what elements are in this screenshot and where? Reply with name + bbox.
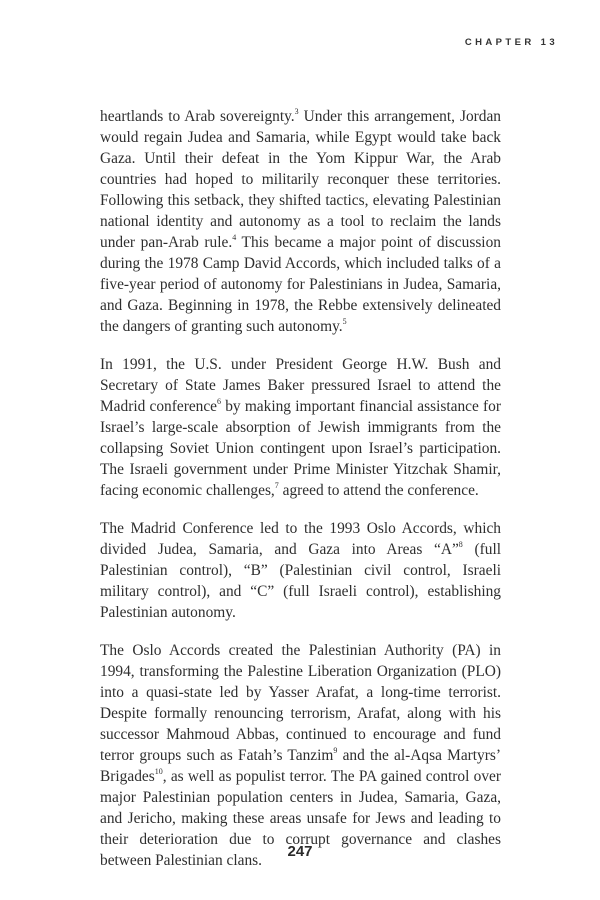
page-number: 247: [287, 843, 313, 860]
text-segment: heartlands to Arab sovereignty.: [100, 108, 295, 125]
paragraph-4: [100, 640, 501, 871]
footnote-ref-4[interactable]: 4: [232, 232, 237, 242]
paragraph-3: [100, 518, 501, 623]
text-segment: and the al-Aqsa Martyrs’ Brigades: [100, 747, 501, 785]
text-segment: In 1991, the U.S. under President George H.W. Bush and Secretary of State James Baker pressured Israel to attend the Madrid conference: [100, 356, 501, 415]
paragraph-2: [100, 354, 501, 501]
paragraph-1: [100, 106, 501, 337]
footnote-ref-5[interactable]: 5: [342, 316, 347, 326]
text-segment: The Madrid Conference led to the 1993 Oslo Accords, which divided Judea, Samaria, and Gaza into Areas “A”: [100, 520, 501, 558]
text-segment: (full Palestinian control), “B” (Palestinian civil control, Israeli military control), and “C” (full Israeli control), establishing Palestinian autonomy.: [100, 541, 501, 621]
text-segment: The Oslo Accords created the Palestinian Authority (PA) in 1994, transforming the Palestine Liberation Organization (PLO) into a quasi-state led by Yasser Arafat, a long-time terrorist. Despite formally renouncing terrorism, Arafat, along with his successor Mahmoud Abbas, continued to encourage and fund terror groups such as Fatah’s Tanzim: [100, 642, 501, 764]
text-segment: Under this arrangement, Jordan would regain Judea and Samaria, while Egypt would take back Gaza. Until their defeat in the Yom Kippur War, the Arab countries had hoped to militarily reconquer these territories. Following this setback, they shifted tactics, elevating Palestinian national identity and autonomy as a tool to reclaim the lands under pan-Arab rule.: [100, 108, 501, 251]
footnote-ref-10[interactable]: 10: [154, 766, 163, 776]
chapter-header: CHAPTER 13: [464, 37, 558, 48]
footnote-ref-9[interactable]: 9: [333, 745, 338, 755]
footnote-ref-7[interactable]: 7: [274, 480, 279, 490]
text-segment: This became a major point of discussion during the 1978 Camp David Accords, which included talks of a five-year period of autonomy for Palestinians in Judea, Samaria, and Gaza. Beginning in 1978, the Rebbe extensively delineated the dangers of granting such autonomy.: [100, 234, 501, 335]
footnote-ref-6[interactable]: 6: [217, 396, 222, 406]
text-segment: agreed to attend the conference.: [278, 482, 479, 499]
text-segment: , as well as populist terror. The PA gained control over major Palestinian population centers in Judea, Samaria, Gaza, and Jericho, making these areas unsafe for Jews and leading to their deterioration due to corrupt governance and clashes between Palestinian clans.: [100, 768, 501, 869]
footnote-ref-3[interactable]: 3: [294, 106, 299, 116]
footnote-ref-8[interactable]: 8: [458, 539, 463, 549]
text-segment: by making important financial assistance for Israel’s large-scale absorption of Jewish immigrants from the collapsing Soviet Union contingent upon Israel’s participation. The Israeli government under Prime Minister Yitzchak Shamir, facing economic challenges,: [100, 398, 501, 499]
body-text: [100, 106, 501, 871]
